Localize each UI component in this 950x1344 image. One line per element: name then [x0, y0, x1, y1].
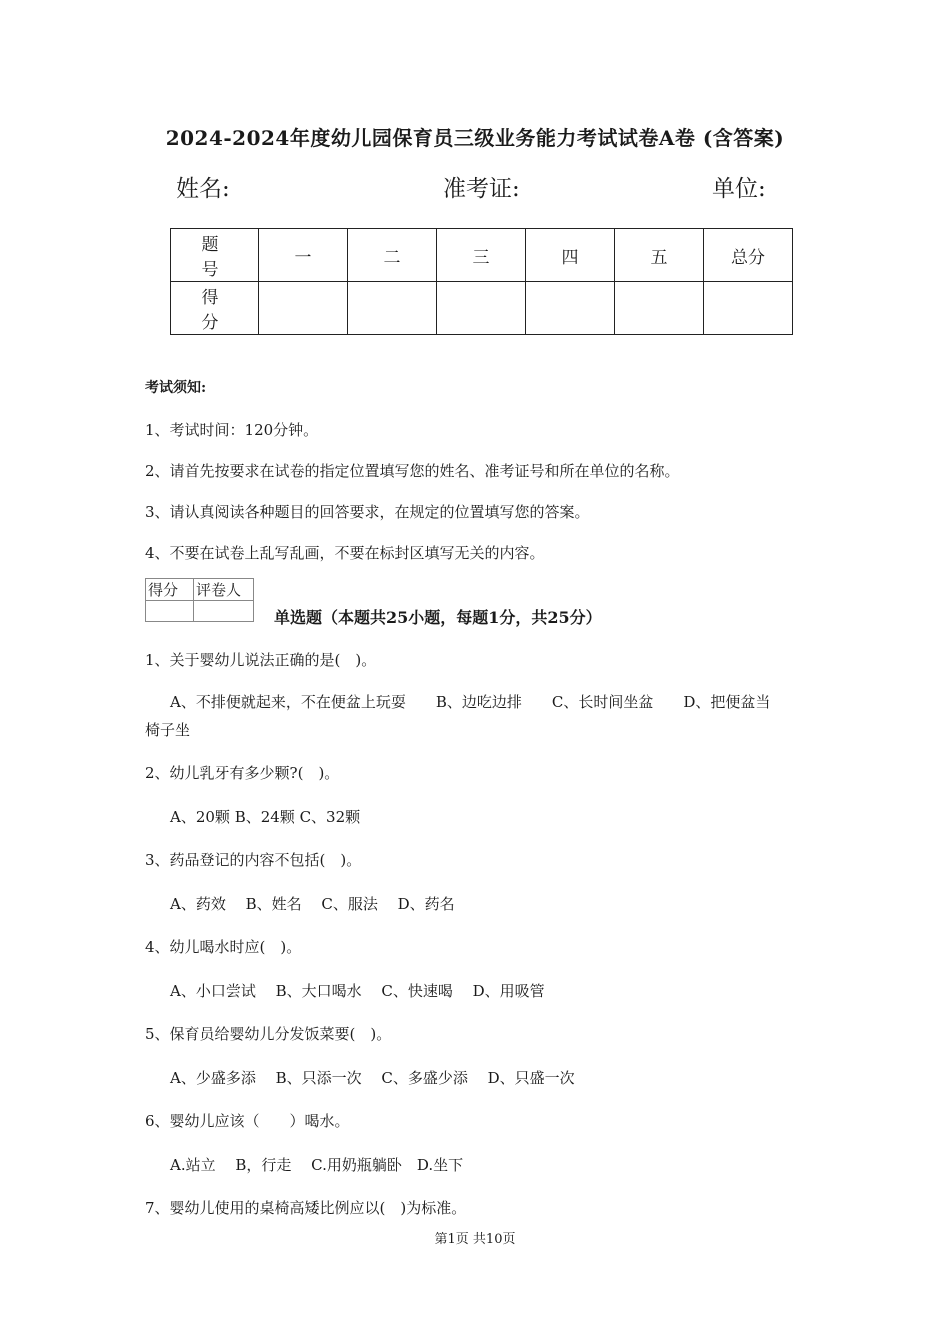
unit-field-label: 单位: [712, 176, 766, 202]
notice-heading: 考试须知: [145, 380, 207, 396]
score-table-score-label: 得 分 [171, 282, 259, 335]
score-cell[interactable] [259, 282, 348, 335]
question-text: 6、婴幼儿应该（ ）喝水。 [145, 1112, 350, 1130]
score-table-header-cell: 一 [259, 229, 348, 282]
page-title: 2024-2024年度幼儿园保育员三级业务能力考试试卷A卷 (含答案) [165, 126, 785, 150]
notice-item: 2、请首先按要求在试卷的指定位置填写您的姓名、准考证号和所在单位的名称。 [145, 462, 680, 480]
question-options: A、20颗 B、24颗 C、32颗 [170, 808, 361, 826]
grader-score-label: 得分 [146, 579, 194, 601]
score-cell[interactable] [615, 282, 704, 335]
grader-name-cell[interactable] [194, 601, 254, 622]
question-text: 4、幼儿喝水时应( )。 [145, 938, 302, 956]
grader-box [145, 578, 254, 622]
score-cell[interactable] [437, 282, 526, 335]
question-options: A、小口尝试 B、大口喝水 C、快速喝 D、用吸管 [170, 982, 545, 1000]
question-options: A.站立 B，行走 C.用奶瓶躺卧 D.坐下 [170, 1156, 464, 1174]
score-table-header-cell: 总分 [704, 229, 793, 282]
question-options-continued: 椅子坐 [145, 721, 191, 739]
score-cell[interactable] [526, 282, 615, 335]
score-table-header-row [171, 229, 793, 282]
notice-item: 3、请认真阅读各种题目的回答要求，在规定的位置填写您的答案。 [145, 503, 590, 521]
section-title: 单选题（本题共25小题，每题1分，共25分） [274, 608, 602, 627]
question-options: A、少盛多添 B、只添一次 C、多盛少添 D、只盛一次 [170, 1069, 575, 1087]
exam-number-field-label: 准考证: [443, 176, 520, 202]
score-cell[interactable] [704, 282, 793, 335]
score-table-header-cell: 二 [348, 229, 437, 282]
score-cell[interactable] [348, 282, 437, 335]
score-table-header-cell: 五 [615, 229, 704, 282]
question-options: A、不排便就起来，不在便盆上玩耍 B、边吃边排 C、长时间坐盆 D、把便盆当 [170, 693, 771, 711]
score-table-header-cell: 题 号 [171, 229, 259, 282]
question-text: 7、婴幼儿使用的桌椅高矮比例应以( )为标准。 [145, 1199, 467, 1217]
question-text: 1、关于婴幼儿说法正确的是( )。 [145, 651, 377, 669]
score-table-score-row [171, 282, 793, 335]
grader-score-cell[interactable] [146, 601, 194, 622]
notice-item: 4、不要在试卷上乱写乱画，不要在标封区填写无关的内容。 [145, 544, 545, 562]
score-table-header-cell: 三 [437, 229, 526, 282]
score-table [170, 228, 793, 335]
question-text: 3、药品登记的内容不包括( )。 [145, 851, 362, 869]
name-field-label: 姓名: [176, 176, 230, 202]
score-table-header-cell: 四 [526, 229, 615, 282]
question-text: 2、幼儿乳牙有多少颗?( )。 [145, 764, 340, 782]
grader-name-label: 评卷人 [194, 579, 254, 601]
notice-item: 1、考试时间：120分钟。 [145, 421, 319, 439]
question-text: 5、保育员给婴幼儿分发饭菜要( )。 [145, 1025, 392, 1043]
page-footer: 第1页 共10页 [434, 1232, 516, 1247]
question-options: A、药效 B、姓名 C、服法 D、药名 [170, 895, 455, 913]
